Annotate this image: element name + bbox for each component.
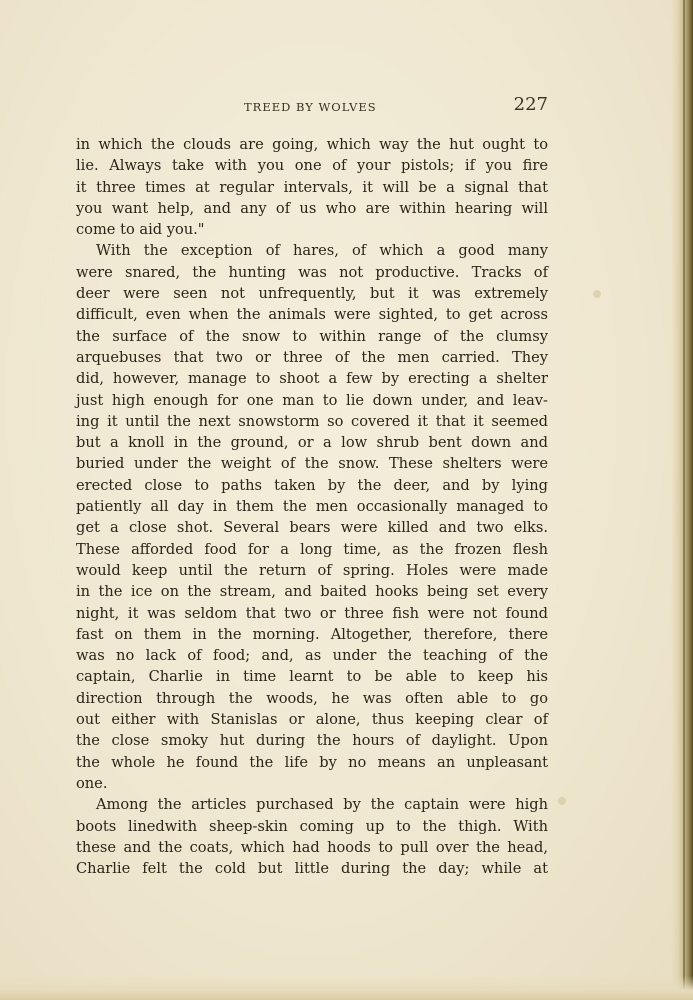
page-number: 227 [513,94,548,115]
text-line: in which the clouds are going, which way the hut ought to [76,136,548,153]
page-header [76,94,548,120]
text-line: deer were seen not unfrequently, but it was extremely [76,285,548,303]
text-line: difficult, even when the animals were sighted, to get across [76,306,548,324]
text-line: the whole he found the life by no means an unpleasant [76,753,548,771]
text-line: the close smoky hut during the hours of daylight. Upon [76,732,548,750]
text-line: ing it until the next snowstorm so covered it that it seemed [76,412,548,430]
text-line: it three times at regular intervals, it will be a signal that [76,178,548,196]
text-line: arquebuses that two or three of the men carried. They [76,348,548,366]
text-line: captain, Charlie in time learnt to be able to keep his [76,668,548,686]
text-line: Among the articles purchased by the captain were high [96,796,548,814]
text-line: get a close shot. Several bears were killed and two elks. [76,519,548,537]
text-line: night, it was seldom that two or three fish were not found [76,604,548,622]
running-head: TREED BY WOLVES [244,100,377,114]
text-line: patiently all day in them the men occasionally managed to [76,498,548,516]
text-line: direction through the woods, he was often able to go [76,689,548,707]
text-line: one. [76,774,108,792]
text-line: but a knoll in the ground, or a low shrub bent down and [76,434,548,452]
text-line: These afforded food for a long time, as the frozen flesh [76,540,548,558]
text-line: erected close to paths taken by the deer, and by lying [76,476,548,494]
text-line: boots linedwith sheep-skin coming up to the thigh. With [76,817,548,835]
text-line: lie. Always take with you one of your pistols; if you fire [76,157,548,175]
paper-speck [558,797,566,805]
text-line: fast on them in the morning. Altogether, therefore, there [76,625,548,643]
text-line: come to aid you." [76,221,205,239]
text-line: With the exception of hares, of which a good many [96,242,548,260]
text-line: were snared, the hunting was not productive. Tracks of [76,263,548,281]
text-line: out either with Stanislas or alone, thus keeping clear of [76,711,548,729]
text-line: just high enough for one man to lie down under, and leav- [76,391,548,409]
text-line: did, however, manage to shoot a few by erecting a shelter [76,370,548,388]
text-line: would keep until the return of spring. Holes were made [76,561,548,579]
text-line: in the ice on the stream, and baited hooks being set every [76,583,548,601]
page-edge-line [683,0,685,1000]
text-line: these and the coats, which had hoods to pull over the head, [76,838,548,856]
text-line: was no lack of food; and, as under the teaching of the [76,647,548,665]
page-edge-bottom [0,976,693,1000]
paper-speck [593,290,601,298]
text-line: you want help, and any of us who are within hearing will [76,199,548,217]
text-line: the surface of the snow to within range of the clumsy [76,327,548,345]
text-line: buried under the weight of the snow. These shelters were [76,455,548,473]
body-text [76,134,548,879]
page-edge-right [671,0,693,1000]
text-line: Charlie felt the cold but little during the day; while at [76,860,548,878]
